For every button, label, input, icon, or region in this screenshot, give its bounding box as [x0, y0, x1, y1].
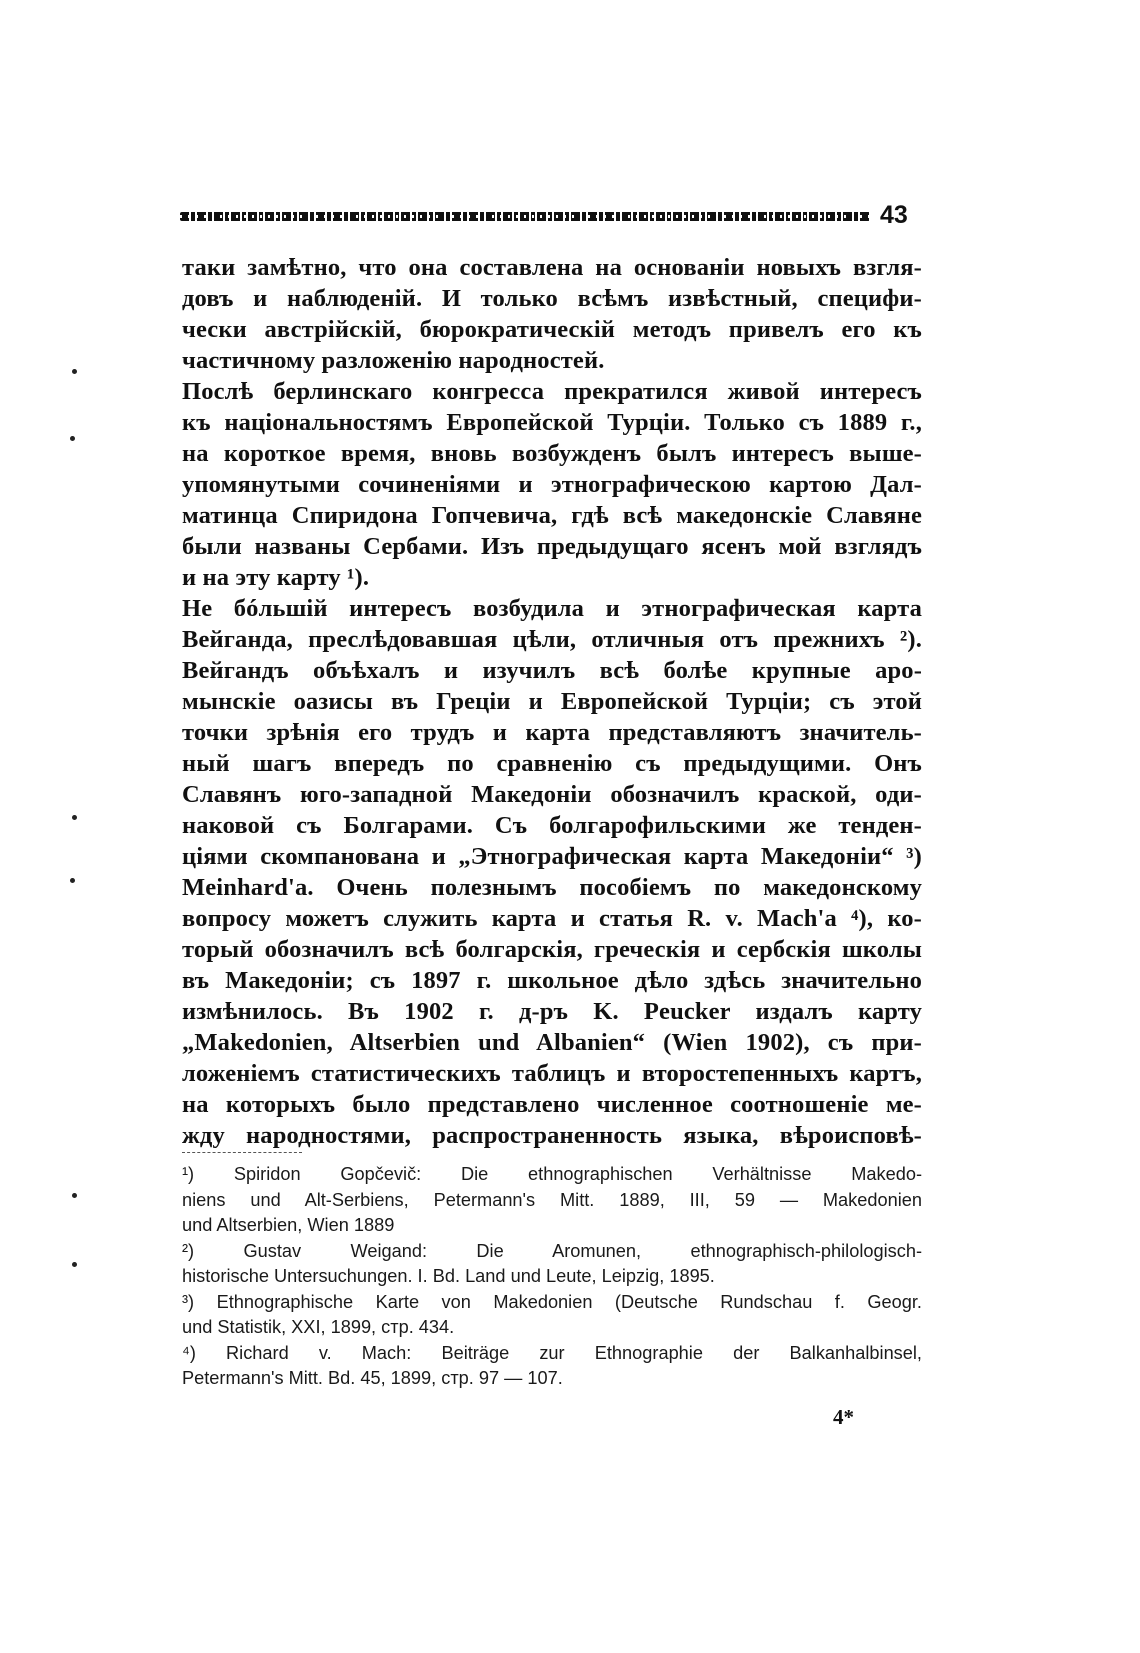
footnote-line: ²) Gustav Weigand: Die Aromunen, ethnographisch-philologisch- — [182, 1240, 922, 1261]
body-line: упомянутыми сочиненіями и этнографическою картою Дал- — [182, 471, 922, 498]
body-line: таки замѣтно, что она составлена на основаніи новыхъ взгля- — [182, 254, 922, 281]
footnote-line: ¹) Spiridon Gopčevič: Die ethnographischen Verhältnisse Makedo- — [182, 1164, 922, 1184]
body-line: Славянъ юго-западной Македоніи обозначилъ краской, оди- — [182, 781, 922, 808]
footnote-line: und Altserbien, Wien 1889 — [182, 1215, 395, 1235]
body-line: ный шагъ впередъ по сравненію съ предыдущими. Онъ — [182, 750, 922, 777]
margin-speck — [72, 815, 77, 820]
body-line: точки зрѣнія его трудъ и карта представляютъ значитель- — [182, 719, 922, 746]
margin-speck — [72, 1262, 77, 1267]
body-line: „Makedonien, Altserbien und Albanien“ (Wien 1902), съ при- — [182, 1029, 922, 1056]
page-number: 43 — [880, 201, 908, 229]
footnote-line: niens und Alt-Serbiens, Petermann's Mitt. 1889, III, 59 — Makedonien — [182, 1189, 922, 1210]
margin-speck — [72, 1193, 77, 1198]
margin-speck — [70, 878, 75, 883]
margin-speck — [70, 436, 75, 441]
body-line: на короткое время, вновь возбужденъ былъ интересъ выше- — [182, 440, 922, 467]
footnote-line: Petermann's Mitt. Bd. 45, 1899, стр. 97 — 107. — [182, 1368, 563, 1388]
body-line: Meinhard'а. Очень полезнымъ пособіемъ по македонскому — [182, 874, 922, 901]
body-line: были названы Сербами. Изъ предыдущаго ясенъ мой взглядъ — [182, 533, 922, 560]
body-line: на которыхъ было представлено численное соотношеніе ме- — [182, 1091, 922, 1118]
footnote-line: historische Untersuchungen. I. Bd. Land und Leute, Leipzig, 1895. — [182, 1266, 715, 1286]
margin-speck — [72, 369, 77, 374]
body-line: Вейгандъ объѣхалъ и изучилъ всѣ болѣе крупные аро- — [182, 657, 922, 684]
signature-mark: 4* — [833, 1405, 854, 1429]
body-line: и на эту карту ¹). — [182, 564, 370, 591]
body-line: частичному разложенію народностей. — [182, 347, 605, 374]
footnote-separator — [182, 1152, 302, 1153]
body-line: наковой съ Болгарами. Съ болгарофильскими же тенден- — [182, 812, 922, 839]
body-line: ціями скомпанована и „Этнографическая карта Македоніи“ ³) — [182, 843, 922, 870]
body-line: къ національностямъ Европейской Турціи. Только съ 1889 г., — [182, 409, 922, 436]
body-line: Вейганда, преслѣдовавшая цѣли, отличныя отъ прежнихъ ²). — [182, 626, 922, 653]
body-text — [182, 252, 922, 1151]
footnote-line: ³) Ethnographische Karte von Makedonien (Deutsche Rundschau f. Geogr. — [182, 1291, 922, 1312]
body-line: торый обозначилъ всѣ болгарскія, греческія и сербскія школы — [182, 936, 922, 963]
footnotes — [182, 1162, 922, 1392]
body-line: довъ и наблюденій. И только всѣмъ извѣстный, специфи- — [182, 285, 922, 312]
body-line: чески австрійскій, бюрократическій методъ привелъ его къ — [182, 316, 922, 343]
body-line: жду народностями, распространенность языка, вѣроисповѣ- — [182, 1122, 922, 1149]
body-line: Послѣ берлинскаго конгресса прекратился живой интересъ — [182, 378, 922, 405]
body-line: матинца Спиридона Гопчевича, гдѣ всѣ македонскіе Славяне — [182, 502, 922, 529]
page-header — [180, 203, 928, 227]
footnote-line: ⁴) Richard v. Mach: Beiträge zur Ethnographie der Balkanhalbinsel, — [182, 1342, 922, 1363]
body-line: Не бóльшій интересъ возбудила и этнографическая карта — [182, 595, 922, 622]
body-line: измѣнилось. Въ 1902 г. д-ръ K. Peucker издалъ карту — [182, 998, 922, 1025]
body-line: ложеніемъ статистическихъ таблицъ и второстепенныхъ картъ, — [182, 1060, 922, 1087]
footnote-line: und Statistik, XXI, 1899, стр. 434. — [182, 1317, 455, 1337]
header-ornament-rule — [180, 212, 870, 221]
body-line: мынскіе оазисы въ Греціи и Европейской Турціи; съ этой — [182, 688, 922, 715]
body-line: вопросу можетъ служить карта и статья R. v. Mach'а ⁴), ко- — [182, 905, 922, 932]
body-line: въ Македоніи; съ 1897 г. школьное дѣло здѣсь значительно — [182, 967, 922, 994]
